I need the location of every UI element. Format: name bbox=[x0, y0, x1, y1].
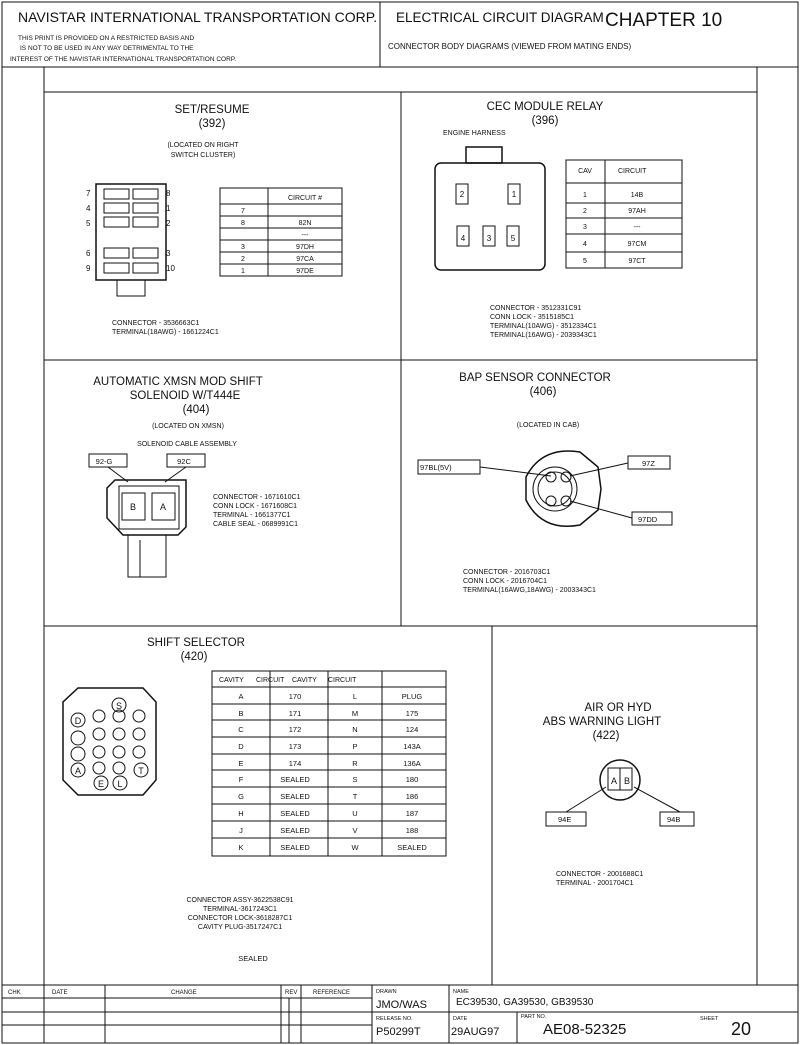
table-cell: S bbox=[352, 775, 358, 784]
set-resume-cavity bbox=[104, 203, 158, 213]
cavity-label: L bbox=[117, 779, 123, 789]
cec-relay-table bbox=[566, 160, 682, 268]
abs-title-3: (422) bbox=[592, 730, 620, 742]
pin-label: 1 bbox=[166, 204, 171, 213]
sheet-number: 20 bbox=[731, 1019, 752, 1039]
pin-label: 3 bbox=[166, 249, 171, 258]
table-cell: V bbox=[352, 826, 358, 835]
shift-selector-note: CAVITY PLUG-3517247C1 bbox=[197, 924, 283, 931]
bap-note: CONNECTOR - 2016703C1 bbox=[463, 569, 551, 576]
table-cell: SEALED bbox=[397, 843, 427, 852]
cec-relay-connector bbox=[435, 147, 545, 270]
date-value: 29AUG97 bbox=[451, 1026, 500, 1038]
bap-connector bbox=[418, 451, 672, 526]
cec-relay-note: CONN LOCK - 3515185C1 bbox=[490, 314, 575, 321]
xmsn-title-3: (404) bbox=[182, 404, 210, 416]
release-label: RELEASE NO. bbox=[376, 1016, 413, 1022]
table-cell: 136A bbox=[403, 759, 421, 768]
cavity-label: E bbox=[97, 779, 105, 789]
pin-label: 6 bbox=[86, 249, 91, 258]
sheet-border bbox=[2, 2, 798, 1043]
shift-selector-note: CONNECTOR LOCK-3618287C1 bbox=[187, 915, 293, 922]
bap-wire-label: 97Z bbox=[642, 459, 655, 468]
table-cell: G bbox=[238, 792, 244, 801]
notice-line-3: INTEREST OF THE NAVISTAR INTERNATIONAL TRANSPORTATION CORP. bbox=[10, 56, 237, 63]
abs-note: TERMINAL - 2001704C1 bbox=[556, 880, 634, 887]
xmsn-location: (LOCATED ON XMSN) bbox=[152, 423, 224, 430]
part-number: AE08-52325 bbox=[543, 1021, 627, 1038]
table-cell: 173 bbox=[288, 742, 302, 751]
cavity-label: S bbox=[115, 701, 123, 711]
xmsn-note: CABLE SEAL - 0689991C1 bbox=[213, 521, 298, 528]
part-label: PART NO. bbox=[521, 1014, 547, 1020]
drawn-value: JMO/WAS bbox=[376, 999, 427, 1011]
table-cell: 124 bbox=[405, 725, 419, 734]
set-resume-location-2: SWITCH CLUSTER) bbox=[170, 152, 236, 159]
harness-label: ENGINE HARNESS bbox=[443, 130, 506, 137]
title-block bbox=[2, 985, 798, 1043]
table-cell: N bbox=[352, 725, 358, 734]
table-cell: 8 bbox=[241, 220, 245, 227]
table-cell: D bbox=[238, 742, 244, 751]
table-cell: R bbox=[352, 759, 358, 768]
table-cell: 4 bbox=[583, 241, 587, 248]
xmsn-connector bbox=[89, 454, 205, 577]
table-cell: 14B bbox=[630, 192, 644, 199]
table-header: CIRCUIT bbox=[328, 677, 357, 684]
sheet-subtitle: CONNECTOR BODY DIAGRAMS (VIEWED FROM MATING ENDS) bbox=[388, 42, 632, 51]
pin-label: 2 bbox=[166, 219, 171, 228]
name-value: EC39530, GA39530, GB39530 bbox=[456, 997, 594, 1008]
table-cell: J bbox=[239, 826, 243, 835]
table-cell: 5 bbox=[583, 258, 587, 265]
table-header: CAVITY bbox=[219, 677, 244, 684]
xmsn-title-1: AUTOMATIC XMSN MOD SHIFT bbox=[93, 376, 263, 388]
shift-selector-table bbox=[212, 671, 446, 856]
table-cell: T bbox=[352, 792, 358, 801]
set-resume-panel bbox=[86, 104, 342, 336]
cavity-label: T bbox=[138, 766, 144, 776]
abs-pin-a: A bbox=[610, 776, 618, 786]
table-cell: --- bbox=[301, 232, 309, 239]
pin-label: 9 bbox=[86, 264, 91, 273]
table-cell: --- bbox=[633, 224, 641, 231]
xmsn-cable-label: SOLENOID CABLE ASSEMBLY bbox=[137, 441, 237, 448]
rev-label: REV bbox=[285, 990, 298, 996]
cavity-label: D bbox=[74, 716, 82, 726]
abs-pin-b: B bbox=[623, 776, 631, 786]
pin-label: 10 bbox=[166, 264, 175, 273]
table-cell: E bbox=[238, 759, 244, 768]
table-cell: 1 bbox=[583, 192, 587, 199]
shift-selector-note: CONNECTOR ASSY-3622538C91 bbox=[186, 897, 294, 904]
table-cell: 82N bbox=[298, 220, 312, 227]
table-cell: A bbox=[238, 692, 244, 701]
abs-wire-label: 94B bbox=[667, 815, 681, 824]
table-cell: F bbox=[238, 775, 244, 784]
abs-connector bbox=[546, 760, 694, 826]
sealed-label: SEALED bbox=[238, 954, 268, 963]
xmsn-panel bbox=[89, 376, 301, 577]
table-cell: P bbox=[352, 742, 358, 751]
table-cell: 97DH bbox=[296, 244, 314, 251]
bap-number: (406) bbox=[529, 386, 557, 398]
table-cell: 174 bbox=[288, 759, 302, 768]
table-header: CIRCUIT bbox=[256, 677, 285, 684]
set-resume-cavity bbox=[104, 217, 158, 227]
xmsn-note: CONN LOCK - 1671608C1 bbox=[213, 503, 298, 510]
table-cell: 1 bbox=[241, 268, 245, 275]
wire-label-right: 92C bbox=[177, 457, 191, 466]
abs-wire-label: 94E bbox=[558, 815, 572, 824]
table-cell: 172 bbox=[288, 725, 302, 734]
bap-wire-label: 97DD bbox=[638, 515, 658, 524]
bap-wire-label: 97BL(5V) bbox=[420, 463, 452, 472]
cec-relay-note: TERMINAL(16AWG) - 2039343C1 bbox=[490, 332, 597, 339]
table-cell: 186 bbox=[405, 792, 419, 801]
set-resume-title: SET/RESUME bbox=[174, 104, 250, 116]
name-label: NAME bbox=[453, 989, 469, 995]
table-cell: W bbox=[351, 843, 359, 852]
table-cell: 3 bbox=[241, 244, 245, 251]
table-cell: C bbox=[238, 725, 244, 734]
wire-label-left: 92-G bbox=[95, 457, 113, 466]
cec-relay-number: (396) bbox=[531, 115, 559, 127]
company-name: NAVISTAR INTERNATIONAL TRANSPORTATION CORP. bbox=[18, 9, 378, 25]
table-cell: 170 bbox=[288, 692, 302, 701]
relay-pin: 2 bbox=[459, 190, 465, 199]
table-cell: 187 bbox=[405, 809, 419, 818]
abs-panel bbox=[543, 702, 694, 887]
bap-note: CONN LOCK - 2016704C1 bbox=[463, 578, 548, 585]
table-cell: 188 bbox=[405, 826, 419, 835]
xmsn-title-2: SOLENOID W/T444E bbox=[129, 390, 241, 402]
set-resume-cavity bbox=[104, 248, 158, 258]
table-cell: 2 bbox=[583, 208, 587, 215]
pin-label: 5 bbox=[86, 219, 91, 228]
set-resume-table bbox=[220, 188, 342, 276]
notice-line-1: THIS PRINT IS PROVIDED ON A RESTRICTED BASIS AND bbox=[18, 35, 195, 42]
pin-label: 8 bbox=[166, 189, 171, 198]
notice-line-2: IS NOT TO BE USED IN ANY WAY DETRIMENTAL TO THE bbox=[20, 45, 194, 52]
table-cell: SEALED bbox=[280, 775, 310, 784]
table-cell: 2 bbox=[241, 256, 245, 263]
reference-label: REFERENCE bbox=[313, 990, 351, 996]
set-resume-cavity bbox=[104, 189, 158, 199]
bap-panel bbox=[418, 372, 672, 594]
cec-relay-title: CEC MODULE RELAY bbox=[486, 101, 604, 113]
table-cell: L bbox=[352, 692, 358, 701]
release-value: P50299T bbox=[376, 1026, 421, 1038]
table-cell: M bbox=[351, 709, 359, 718]
table-cell: 3 bbox=[583, 224, 587, 231]
pin-a-label: A bbox=[159, 502, 167, 512]
abs-title-2: ABS WARNING LIGHT bbox=[542, 716, 662, 728]
shift-selector-note: TERMINAL-3617243C1 bbox=[203, 906, 277, 913]
shift-selector-connector bbox=[63, 688, 156, 795]
shift-selector-title: SHIFT SELECTOR bbox=[147, 637, 245, 649]
table-cell: H bbox=[238, 809, 244, 818]
table-header: CAVITY bbox=[292, 677, 317, 684]
date-block-label: DATE bbox=[453, 1016, 468, 1022]
bap-note: TERMINAL(16AWG,18AWG) - 2003343C1 bbox=[463, 587, 596, 594]
document-title: ELECTRICAL CIRCUIT DIAGRAM bbox=[396, 10, 604, 25]
set-resume-note: CONNECTOR - 3536663C1 bbox=[112, 320, 200, 327]
chapter-label: CHAPTER 10 bbox=[605, 10, 723, 31]
cec-relay-note: CONNECTOR - 3512331C91 bbox=[490, 305, 582, 312]
chk-label: CHK bbox=[8, 990, 21, 996]
date-label: DATE bbox=[52, 990, 68, 996]
table-cell: K bbox=[238, 843, 244, 852]
change-label: CHANGE bbox=[171, 990, 197, 996]
bap-location: (LOCATED IN CAB) bbox=[516, 422, 580, 429]
set-resume-connector bbox=[86, 184, 175, 296]
xmsn-note: TERMINAL - 1661377C1 bbox=[213, 512, 291, 519]
abs-note: CONNECTOR - 2001688C1 bbox=[556, 871, 644, 878]
relay-pin: 1 bbox=[511, 190, 517, 199]
set-resume-cavity bbox=[104, 263, 158, 273]
shift-selector-panel bbox=[63, 637, 446, 963]
cavity-label: A bbox=[74, 766, 82, 776]
cec-relay-note: TERMINAL(10AWG) - 3512334C1 bbox=[490, 323, 597, 330]
bap-title: BAP SENSOR CONNECTOR bbox=[459, 372, 611, 384]
table-cell: 97CT bbox=[628, 258, 646, 265]
table-cell: U bbox=[352, 809, 358, 818]
cec-relay-panel bbox=[435, 101, 682, 339]
table-header: CAV bbox=[578, 168, 592, 175]
abs-title-1: AIR OR HYD bbox=[584, 702, 652, 714]
table-cell: 143A bbox=[403, 742, 421, 751]
relay-pin: 4 bbox=[460, 234, 466, 243]
relay-pin: 5 bbox=[510, 234, 516, 243]
sheet-label: SHEET bbox=[700, 1016, 719, 1022]
table-cell: 97AH bbox=[628, 208, 646, 215]
table-header: CIRCUIT # bbox=[287, 195, 323, 202]
table-cell: 97CM bbox=[627, 241, 647, 248]
table-cell: 97CA bbox=[296, 256, 314, 263]
table-cell: SEALED bbox=[280, 809, 310, 818]
table-cell: PLUG bbox=[401, 692, 423, 701]
pin-label: 4 bbox=[86, 204, 91, 213]
table-cell: 171 bbox=[288, 709, 302, 718]
table-cell: SEALED bbox=[280, 843, 310, 852]
drawn-label: DRAWN bbox=[376, 989, 397, 995]
pin-b-label: B bbox=[129, 502, 137, 512]
set-resume-location-1: (LOCATED ON RIGHT bbox=[167, 142, 239, 149]
table-cell: SEALED bbox=[280, 826, 310, 835]
table-cell: 175 bbox=[405, 709, 419, 718]
table-cell: 180 bbox=[405, 775, 419, 784]
table-cell: SEALED bbox=[280, 792, 310, 801]
table-cell: 97DE bbox=[296, 268, 314, 275]
set-resume-number: (392) bbox=[198, 118, 226, 130]
table-cell: B bbox=[238, 709, 244, 718]
table-cell: 7 bbox=[241, 208, 245, 215]
shift-selector-number: (420) bbox=[180, 651, 208, 663]
xmsn-note: CONNECTOR - 1671610C1 bbox=[213, 494, 301, 501]
set-resume-note: TERMINAL(18AWG) - 1661224C1 bbox=[112, 329, 219, 336]
table-header: CIRCUIT bbox=[618, 168, 647, 175]
pin-label: 7 bbox=[86, 189, 91, 198]
relay-pin: 3 bbox=[486, 234, 492, 243]
